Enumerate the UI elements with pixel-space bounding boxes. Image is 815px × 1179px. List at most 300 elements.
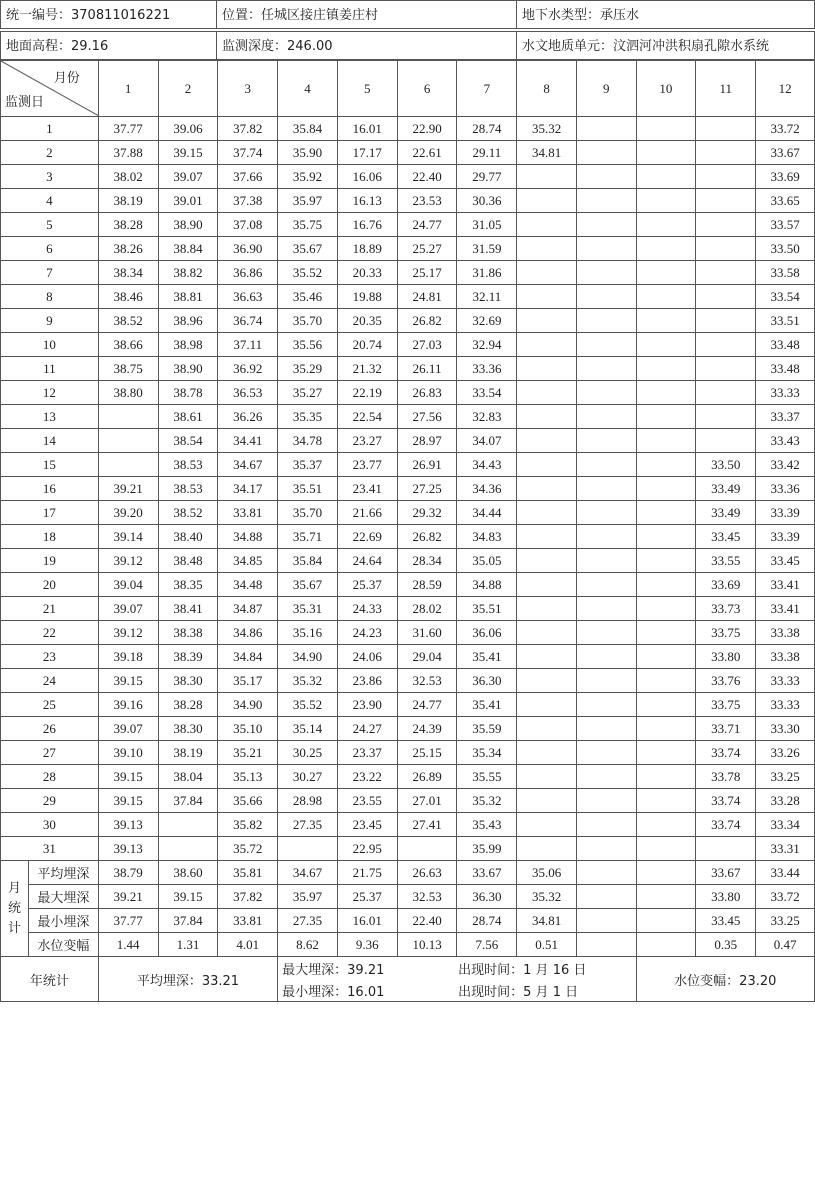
depth-value	[576, 453, 636, 477]
depth-value	[576, 717, 636, 741]
depth-value: 21.32	[337, 357, 397, 381]
depth-value: 27.41	[397, 813, 457, 837]
depth-value	[696, 261, 756, 285]
depth-value	[576, 669, 636, 693]
depth-value: 23.90	[337, 693, 397, 717]
depth-value: 33.41	[756, 597, 815, 621]
day-number: 18	[1, 525, 99, 549]
depth-value: 39.12	[98, 549, 158, 573]
depth-value: 34.90	[278, 645, 338, 669]
day-row	[1, 405, 815, 429]
depth-value	[576, 309, 636, 333]
day-row	[1, 165, 815, 189]
depth-value	[636, 261, 696, 285]
stat-value: 35.06	[517, 861, 577, 885]
depth-value: 33.73	[696, 597, 756, 621]
day-row	[1, 453, 815, 477]
depth-value	[517, 789, 577, 813]
depth-value: 26.91	[397, 453, 457, 477]
depth-value: 38.53	[158, 477, 218, 501]
depth-value	[696, 429, 756, 453]
depth-value	[636, 669, 696, 693]
depth-value: 20.33	[337, 261, 397, 285]
depth-value: 35.05	[457, 549, 517, 573]
depth-value: 36.53	[218, 381, 278, 405]
depth-value: 34.86	[218, 621, 278, 645]
depth-value	[636, 501, 696, 525]
depth-value: 26.83	[397, 381, 457, 405]
depth-value: 22.61	[397, 141, 457, 165]
stat-value	[576, 885, 636, 909]
stat-row	[1, 909, 815, 933]
depth-value	[636, 405, 696, 429]
day-number: 31	[1, 837, 99, 861]
depth-value: 36.06	[457, 621, 517, 645]
depth-value	[696, 333, 756, 357]
depth-value: 35.82	[218, 813, 278, 837]
depth-value: 39.15	[158, 141, 218, 165]
stat-row	[1, 933, 815, 957]
depth-value: 33.55	[696, 549, 756, 573]
stat-value	[636, 861, 696, 885]
depth-value	[696, 141, 756, 165]
depth-value	[576, 477, 636, 501]
depth-value: 29.11	[457, 141, 517, 165]
stat-value: 9.36	[337, 933, 397, 957]
yearly-average: 平均埋深：33.21	[98, 957, 277, 1002]
depth-value: 24.27	[337, 717, 397, 741]
day-number: 2	[1, 141, 99, 165]
stat-value: 10.13	[397, 933, 457, 957]
day-row	[1, 813, 815, 837]
depth-value: 16.76	[337, 213, 397, 237]
depth-value: 23.55	[337, 789, 397, 813]
depth-value	[696, 213, 756, 237]
depth-value: 28.98	[278, 789, 338, 813]
depth-value: 33.81	[218, 501, 278, 525]
depth-value: 35.34	[457, 741, 517, 765]
depth-value: 39.07	[98, 717, 158, 741]
depth-value	[576, 117, 636, 141]
depth-value: 33.39	[756, 525, 815, 549]
depth-value	[576, 165, 636, 189]
depth-value: 35.97	[278, 189, 338, 213]
depth-value: 33.31	[756, 837, 815, 861]
depth-value	[696, 309, 756, 333]
depth-value: 35.35	[278, 405, 338, 429]
depth-value: 33.45	[756, 549, 815, 573]
depth-value: 28.97	[397, 429, 457, 453]
depth-value: 23.77	[337, 453, 397, 477]
stat-value	[636, 909, 696, 933]
depth-value: 39.07	[98, 597, 158, 621]
month-header: 4	[278, 61, 338, 117]
depth-value	[517, 549, 577, 573]
depth-value: 34.85	[218, 549, 278, 573]
depth-value: 28.02	[397, 597, 457, 621]
depth-value: 38.52	[98, 309, 158, 333]
header-row-1	[0, 0, 815, 29]
depth-value	[636, 837, 696, 861]
location: 位置：任城区接庄镇姜庄村	[216, 0, 517, 29]
depth-value: 22.19	[337, 381, 397, 405]
depth-value	[576, 429, 636, 453]
depth-value: 33.26	[756, 741, 815, 765]
depth-value	[517, 213, 577, 237]
depth-value: 37.74	[218, 141, 278, 165]
stat-row	[1, 861, 815, 885]
depth-value	[636, 381, 696, 405]
month-header: 1	[98, 61, 158, 117]
stat-value: 0.47	[756, 933, 815, 957]
depth-value: 35.55	[457, 765, 517, 789]
depth-value: 39.06	[158, 117, 218, 141]
depth-value: 26.89	[397, 765, 457, 789]
depth-value: 35.59	[457, 717, 517, 741]
depth-value: 35.17	[218, 669, 278, 693]
yearly-label: 年统计	[1, 957, 99, 1002]
depth-value: 35.51	[278, 477, 338, 501]
depth-value: 35.37	[278, 453, 338, 477]
depth-value: 39.10	[98, 741, 158, 765]
depth-value	[576, 189, 636, 213]
depth-value: 39.15	[98, 669, 158, 693]
stat-value: 33.81	[218, 909, 278, 933]
depth-value	[576, 789, 636, 813]
depth-value: 35.52	[278, 261, 338, 285]
monitoring-table	[0, 60, 815, 1002]
month-header: 7	[457, 61, 517, 117]
depth-value: 23.86	[337, 669, 397, 693]
depth-value	[636, 333, 696, 357]
depth-value: 39.15	[98, 789, 158, 813]
depth-value: 22.40	[397, 165, 457, 189]
depth-value: 35.70	[278, 309, 338, 333]
depth-value	[98, 429, 158, 453]
depth-value: 35.32	[457, 789, 517, 813]
depth-value	[696, 285, 756, 309]
depth-value: 17.17	[337, 141, 397, 165]
yearly-min-time: 出现时间：5 月 1 日	[458, 985, 579, 1000]
depth-value: 33.74	[696, 741, 756, 765]
depth-value	[517, 285, 577, 309]
depth-value: 38.82	[158, 261, 218, 285]
depth-value: 39.21	[98, 477, 158, 501]
header-row-2	[0, 31, 815, 60]
yearly-stats-row	[1, 957, 815, 1002]
ground-elevation: 地面高程：29.16	[0, 31, 217, 60]
stat-value: 0.51	[517, 933, 577, 957]
day-number: 15	[1, 453, 99, 477]
depth-value: 33.38	[756, 621, 815, 645]
depth-value: 33.75	[696, 621, 756, 645]
depth-value	[636, 741, 696, 765]
depth-value: 34.43	[457, 453, 517, 477]
depth-value: 16.01	[337, 117, 397, 141]
depth-value	[517, 333, 577, 357]
depth-value	[517, 237, 577, 261]
depth-value: 39.18	[98, 645, 158, 669]
depth-value	[636, 765, 696, 789]
depth-value: 22.90	[397, 117, 457, 141]
day-row	[1, 333, 815, 357]
day-row	[1, 717, 815, 741]
depth-value: 33.37	[756, 405, 815, 429]
depth-value	[576, 549, 636, 573]
depth-value: 36.26	[218, 405, 278, 429]
depth-value	[576, 741, 636, 765]
depth-value	[576, 501, 636, 525]
depth-value: 33.54	[756, 285, 815, 309]
depth-value	[576, 213, 636, 237]
depth-value: 30.36	[457, 189, 517, 213]
depth-value: 25.27	[397, 237, 457, 261]
depth-value: 38.52	[158, 501, 218, 525]
depth-value	[696, 405, 756, 429]
day-number: 13	[1, 405, 99, 429]
depth-value	[517, 573, 577, 597]
stat-value: 26.63	[397, 861, 457, 885]
depth-value: 39.14	[98, 525, 158, 549]
depth-value: 24.23	[337, 621, 397, 645]
month-header: 8	[517, 61, 577, 117]
stat-value	[636, 885, 696, 909]
depth-value	[576, 285, 636, 309]
stat-value: 39.21	[98, 885, 158, 909]
day-row	[1, 693, 815, 717]
day-number: 22	[1, 621, 99, 645]
depth-value	[636, 453, 696, 477]
stat-value: 37.82	[218, 885, 278, 909]
depth-value	[517, 453, 577, 477]
depth-value: 33.54	[457, 381, 517, 405]
depth-value: 32.53	[397, 669, 457, 693]
depth-value: 29.04	[397, 645, 457, 669]
depth-value	[576, 693, 636, 717]
depth-value: 33.57	[756, 213, 815, 237]
depth-value	[696, 165, 756, 189]
depth-value	[576, 837, 636, 861]
day-row	[1, 477, 815, 501]
day-number: 24	[1, 669, 99, 693]
depth-value: 36.30	[457, 669, 517, 693]
depth-value: 38.35	[158, 573, 218, 597]
depth-value	[636, 597, 696, 621]
depth-value: 35.84	[278, 549, 338, 573]
stat-label: 平均埋深	[28, 861, 98, 885]
day-number: 23	[1, 645, 99, 669]
depth-value: 24.06	[337, 645, 397, 669]
corner-cell	[1, 61, 99, 117]
depth-value: 23.37	[337, 741, 397, 765]
stat-label: 水位变幅	[28, 933, 98, 957]
depth-value: 35.72	[218, 837, 278, 861]
depth-value: 35.67	[278, 237, 338, 261]
hydrogeologic-unit: 水文地质单元：汶泗河冲洪积扇孔隙水系统	[516, 31, 815, 60]
depth-value: 26.82	[397, 525, 457, 549]
depth-value: 35.32	[278, 669, 338, 693]
depth-value	[636, 285, 696, 309]
depth-value: 33.74	[696, 813, 756, 837]
depth-value	[517, 597, 577, 621]
depth-value	[397, 837, 457, 861]
depth-value: 38.04	[158, 765, 218, 789]
depth-value: 34.48	[218, 573, 278, 597]
depth-value: 24.81	[397, 285, 457, 309]
depth-value: 39.07	[158, 165, 218, 189]
depth-value: 25.17	[397, 261, 457, 285]
depth-value	[576, 333, 636, 357]
depth-value: 38.53	[158, 453, 218, 477]
day-row	[1, 141, 815, 165]
depth-value: 34.41	[218, 429, 278, 453]
depth-value: 38.61	[158, 405, 218, 429]
depth-value: 33.67	[756, 141, 815, 165]
depth-value: 37.66	[218, 165, 278, 189]
stat-value: 33.72	[756, 885, 815, 909]
depth-value	[278, 837, 338, 861]
depth-value	[576, 573, 636, 597]
stat-value: 27.35	[278, 909, 338, 933]
day-row	[1, 573, 815, 597]
depth-value: 38.40	[158, 525, 218, 549]
stat-value	[576, 861, 636, 885]
depth-value: 33.51	[756, 309, 815, 333]
stat-label: 最小埋深	[28, 909, 98, 933]
depth-value	[636, 693, 696, 717]
depth-value: 33.75	[696, 693, 756, 717]
depth-value: 34.88	[218, 525, 278, 549]
depth-value: 33.25	[756, 765, 815, 789]
depth-value	[636, 573, 696, 597]
stat-value: 33.25	[756, 909, 815, 933]
depth-value: 33.49	[696, 477, 756, 501]
depth-value: 33.76	[696, 669, 756, 693]
depth-value	[98, 453, 158, 477]
depth-value: 38.96	[158, 309, 218, 333]
depth-value: 32.11	[457, 285, 517, 309]
depth-value: 34.90	[218, 693, 278, 717]
depth-value: 37.08	[218, 213, 278, 237]
depth-value: 33.58	[756, 261, 815, 285]
depth-value: 16.06	[337, 165, 397, 189]
depth-value: 28.74	[457, 117, 517, 141]
depth-value	[696, 237, 756, 261]
day-row	[1, 309, 815, 333]
depth-value: 33.48	[756, 357, 815, 381]
depth-value: 35.51	[457, 597, 517, 621]
depth-value: 38.46	[98, 285, 158, 309]
depth-value: 26.82	[397, 309, 457, 333]
day-row	[1, 117, 815, 141]
depth-value: 35.92	[278, 165, 338, 189]
depth-value: 22.95	[337, 837, 397, 861]
depth-value: 38.90	[158, 357, 218, 381]
depth-value	[517, 621, 577, 645]
depth-value: 36.92	[218, 357, 278, 381]
depth-value: 28.34	[397, 549, 457, 573]
depth-value	[576, 141, 636, 165]
month-header-row	[1, 61, 815, 117]
day-number: 25	[1, 693, 99, 717]
depth-value	[517, 357, 577, 381]
depth-value: 38.34	[98, 261, 158, 285]
depth-value	[576, 597, 636, 621]
stat-value: 35.97	[278, 885, 338, 909]
depth-value: 38.90	[158, 213, 218, 237]
depth-value: 31.59	[457, 237, 517, 261]
stat-value: 0.35	[696, 933, 756, 957]
depth-value	[517, 429, 577, 453]
day-number: 30	[1, 813, 99, 837]
depth-value	[517, 525, 577, 549]
day-row	[1, 381, 815, 405]
depth-value: 31.05	[457, 213, 517, 237]
depth-value: 32.94	[457, 333, 517, 357]
depth-value: 21.66	[337, 501, 397, 525]
depth-value	[98, 405, 158, 429]
depth-value: 38.98	[158, 333, 218, 357]
depth-value: 31.60	[397, 621, 457, 645]
day-row	[1, 285, 815, 309]
depth-value	[517, 165, 577, 189]
depth-value: 34.84	[218, 645, 278, 669]
depth-value: 36.86	[218, 261, 278, 285]
day-number: 9	[1, 309, 99, 333]
depth-value	[636, 717, 696, 741]
depth-value	[517, 189, 577, 213]
day-row	[1, 237, 815, 261]
depth-value: 24.64	[337, 549, 397, 573]
day-row	[1, 549, 815, 573]
depth-value: 38.78	[158, 381, 218, 405]
depth-value	[636, 549, 696, 573]
depth-value: 32.83	[457, 405, 517, 429]
depth-value: 27.25	[397, 477, 457, 501]
depth-value: 33.34	[756, 813, 815, 837]
depth-value: 33.38	[756, 645, 815, 669]
depth-value	[517, 765, 577, 789]
depth-value: 35.84	[278, 117, 338, 141]
stat-value: 36.30	[457, 885, 517, 909]
depth-value	[576, 525, 636, 549]
depth-value: 33.74	[696, 789, 756, 813]
depth-value	[636, 117, 696, 141]
day-row	[1, 357, 815, 381]
stat-value: 21.75	[337, 861, 397, 885]
monthly-stats-text: 月统计	[7, 880, 21, 936]
day-number: 8	[1, 285, 99, 309]
day-number: 19	[1, 549, 99, 573]
depth-value: 37.82	[218, 117, 278, 141]
depth-value: 33.78	[696, 765, 756, 789]
depth-value: 23.22	[337, 765, 397, 789]
depth-value: 37.84	[158, 789, 218, 813]
depth-value	[517, 405, 577, 429]
yearly-max: 最大埋深：39.21	[282, 963, 385, 978]
yearly-extremes-box	[278, 957, 635, 1001]
depth-value	[576, 381, 636, 405]
stat-value: 22.40	[397, 909, 457, 933]
stat-value	[576, 909, 636, 933]
depth-value	[576, 405, 636, 429]
depth-value	[576, 237, 636, 261]
depth-value: 34.67	[218, 453, 278, 477]
stat-value: 38.79	[98, 861, 158, 885]
depth-value	[636, 237, 696, 261]
depth-value	[636, 477, 696, 501]
day-number: 29	[1, 789, 99, 813]
